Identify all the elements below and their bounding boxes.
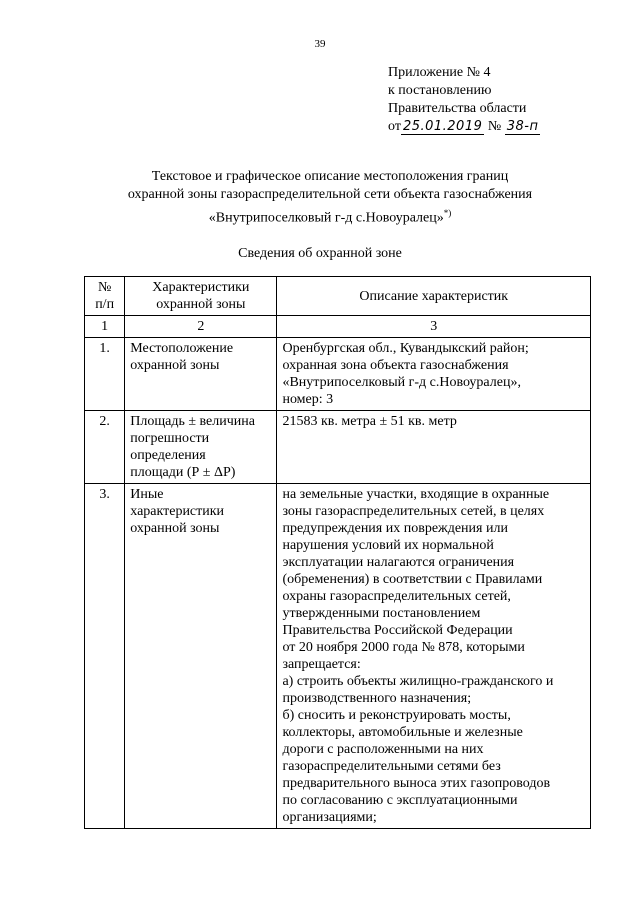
appendix-line-3: Правительства области (388, 101, 527, 116)
title-line-3 (80, 204, 580, 228)
title-line-3-text: «Внутрипоселковый г-д с.Новоуралец» (208, 210, 444, 226)
appendix-line-2: к постановлению (388, 83, 492, 98)
footnote-mark: *) (443, 208, 452, 218)
description-line: организациями; (282, 810, 377, 825)
number-value: 38-п (506, 119, 539, 134)
row-description (277, 338, 591, 411)
description-line: Правительства Российской Федерации (282, 623, 513, 638)
page-number: 39 (314, 38, 326, 50)
table-row (85, 338, 591, 411)
description-line: от 20 ноября 2000 года № 878, которыми (282, 640, 525, 655)
description-line: предупреждения их повреждения или (282, 521, 508, 536)
description-line: предварительного выноса этих газопроводов (282, 776, 551, 791)
description-line: дороги с расположенными на них (282, 742, 484, 757)
characteristic-line: погрешности (130, 431, 210, 446)
column-number-2: 2 (125, 316, 277, 338)
description-line: эксплуатации налагаются ограничения (282, 555, 515, 570)
column-number-1: 1 (85, 316, 125, 338)
row-number: 3. (85, 484, 125, 829)
header-number (85, 277, 125, 316)
characteristic-line: характеристики (130, 504, 225, 519)
description-line: охранная зона объекта газоснабжения (282, 358, 509, 373)
row-characteristic (125, 484, 277, 829)
description-line: на земельные участки, входящие в охранные (282, 487, 550, 502)
characteristic-line: Площадь ± величина (130, 414, 255, 429)
characteristic-line: определения (130, 448, 206, 463)
column-number-3: 3 (277, 316, 591, 338)
date-value: 25.01.2019 (402, 119, 483, 134)
date-prefix: от (388, 119, 401, 134)
description-line: нарушения условий их нормальной (282, 538, 494, 553)
description-line: зоны газораспределительных сетей, в целях (282, 504, 545, 519)
description-line: «Внутрипоселковый г-д с.Новоуралец», (282, 375, 521, 390)
title-line-2: охранной зоны газораспределительной сети объекта газоснабжения (127, 187, 533, 202)
section-title: Сведения об охранной зоне (238, 246, 402, 261)
header-description: Описание характеристик (277, 277, 591, 316)
appendix-date-line (388, 118, 618, 136)
characteristic-line: Иные (130, 487, 164, 502)
header-number-line-1: № (97, 280, 112, 295)
row-characteristic (125, 338, 277, 411)
table-row (85, 411, 591, 484)
description-line: газораспределительными сетями без (282, 759, 501, 774)
description-line: 21583 кв. метра ± 51 кв. метр (282, 414, 457, 429)
characteristic-line: охранной зоны (130, 521, 220, 536)
characteristic-line: охранной зоны (130, 358, 220, 373)
appendix-block (388, 64, 618, 136)
description-line: охраны газораспределительных сетей, (282, 589, 511, 604)
description-line: коллекторы, автомобильные и железные (282, 725, 523, 740)
row-description (277, 484, 591, 829)
characteristic-line: Местоположение (130, 341, 234, 356)
header-number-line-2: п/п (95, 297, 115, 312)
description-line: а) строить объекты жилищно-гражданского и (282, 674, 554, 689)
description-line: б) сносить и реконструировать мосты, (282, 708, 511, 723)
description-line: (обременения) в соответствии с Правилами (282, 572, 543, 587)
description-line: Оренбургская обл., Кувандыкский район; (282, 341, 529, 356)
table-row (85, 484, 591, 829)
row-description (277, 411, 591, 484)
description-line: запрещается: (282, 657, 361, 672)
header-characteristics-line-2: охранной зоны (156, 297, 246, 312)
header-characteristics-line-1: Характеристики (152, 280, 250, 295)
header-characteristics (125, 277, 277, 316)
description-line: номер: 3 (282, 392, 334, 407)
description-line: производственного назначения; (282, 691, 472, 706)
row-number: 2. (85, 411, 125, 484)
description-line: по согласованию с эксплуатационными (282, 793, 518, 808)
title-line-1: Текстовое и графическое описание местоположения границ (151, 169, 509, 184)
column-number-row (85, 316, 591, 338)
row-characteristic (125, 411, 277, 484)
table-header-row (85, 277, 591, 316)
characteristic-line: площади (Р ± ΔР) (130, 465, 236, 480)
row-number: 1. (85, 338, 125, 411)
description-line: утвержденными постановлением (282, 606, 481, 621)
protection-zone-table (84, 276, 591, 829)
number-prefix: № (487, 119, 502, 134)
document-title (80, 168, 580, 228)
appendix-line-1: Приложение № 4 (388, 65, 491, 80)
